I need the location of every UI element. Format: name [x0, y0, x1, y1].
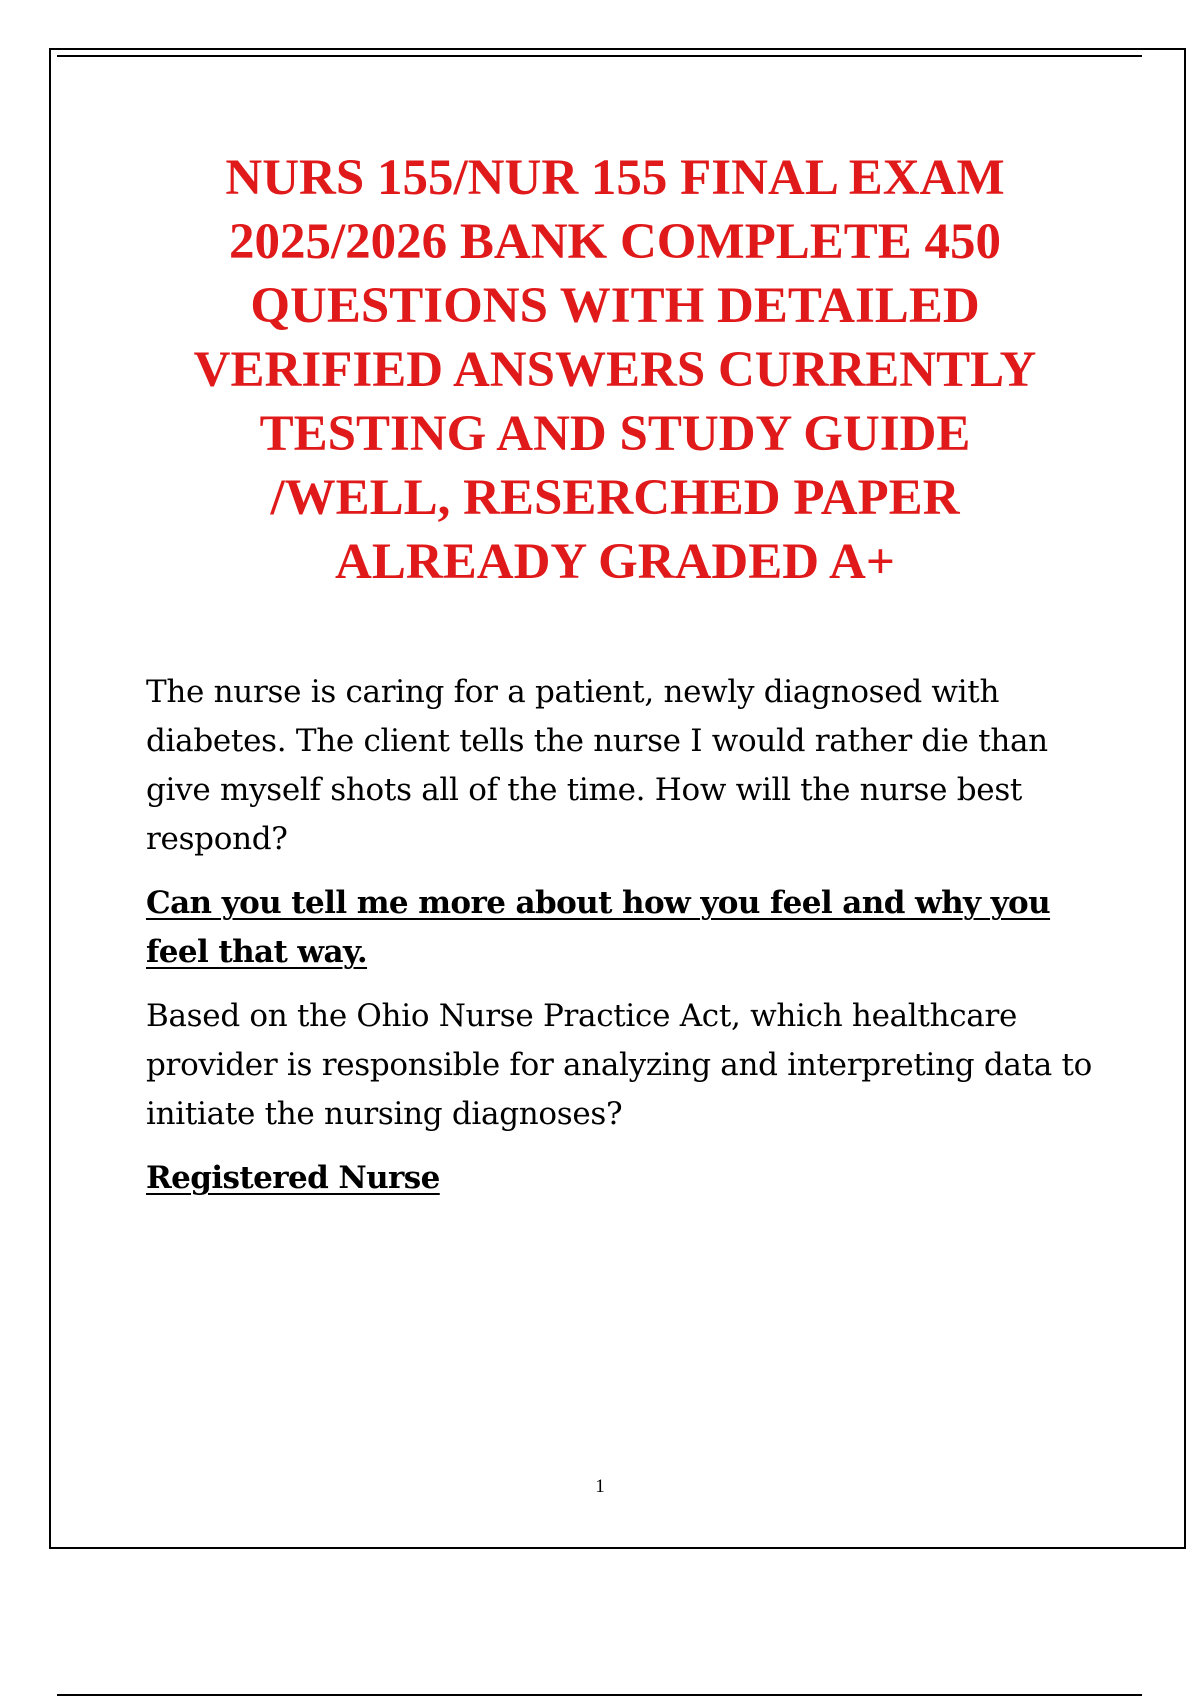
- answer-text: Registered Nurse: [146, 1160, 440, 1196]
- page-number: 1: [595, 1476, 605, 1497]
- top-rule: [57, 55, 1142, 57]
- document-title: [140, 146, 1090, 594]
- title-line: 2025/2026 BANK COMPLETE 450: [228, 214, 1002, 270]
- title-line: QUESTIONS WITH DETAILED: [250, 278, 980, 334]
- question-text: Based on the Ohio Nurse Practice Act, which healthcare provider is responsible for analyzing and interpreting data to initiate the nursing diagnoses?: [146, 998, 1093, 1132]
- title-line: VERIFIED ANSWERS CURRENTLY: [193, 342, 1037, 398]
- answer-text: Can you tell me more about how you feel and why you feel that way.: [146, 885, 1051, 970]
- qa-section: [146, 668, 1096, 1218]
- title-line: /WELL, RESERCHED PAPER: [270, 470, 960, 526]
- bottom-rule: [57, 1694, 1142, 1696]
- question-text: The nurse is caring for a patient, newly diagnosed with diabetes. The client tells the nurse I would rather die than give myself shots all of the time. How will the nurse best respond?: [146, 674, 1048, 857]
- title-line: TESTING AND STUDY GUIDE: [259, 406, 971, 462]
- title-line: ALREADY GRADED A+: [335, 534, 895, 590]
- title-line: NURS 155/NUR 155 FINAL EXAM: [225, 150, 1005, 206]
